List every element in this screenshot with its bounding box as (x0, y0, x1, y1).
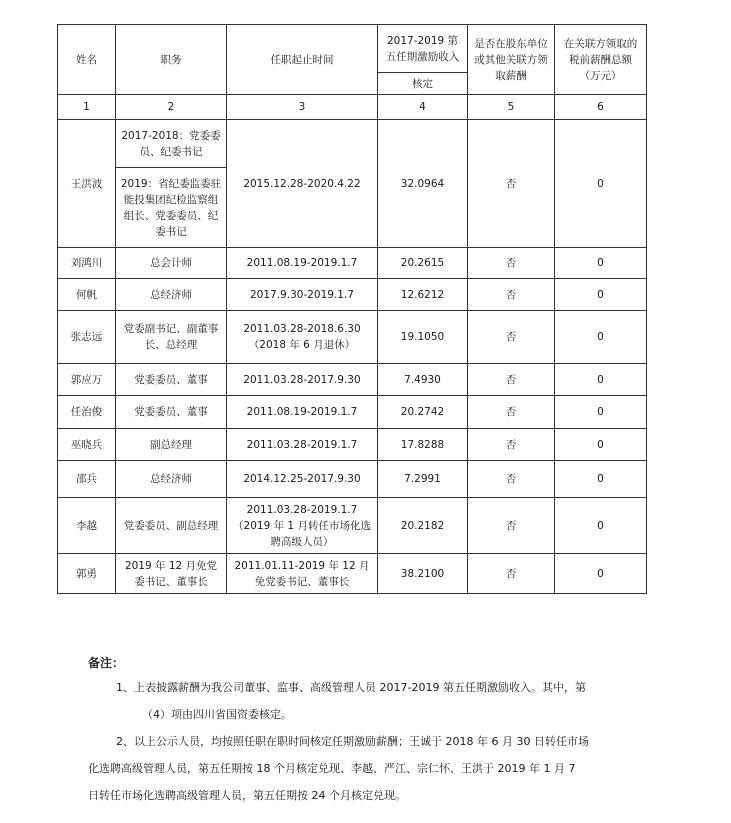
position-cell: 2019 年 12 月免党委书记、董事长 (116, 554, 227, 594)
related-cell: 否 (468, 554, 555, 594)
related-pay-cell: 0 (555, 364, 647, 396)
person-name: 王洪波 (58, 120, 116, 248)
income-cell: 12.6212 (378, 279, 468, 311)
related-cell: 否 (468, 279, 555, 311)
income-cell: 20.2615 (378, 248, 468, 279)
header-row (58, 25, 647, 73)
table-row (58, 396, 647, 429)
person-name: 李越 (58, 498, 116, 554)
income-cell: 19.1050 (378, 311, 468, 364)
person-name: 张志远 (58, 311, 116, 364)
header-name: 姓名 (58, 25, 116, 95)
term-cell: 2017.9.30-2019.1.7 (227, 279, 378, 311)
note-line: 化选聘高级管理人员，第五任期按 18 个月核定兑现、李越、严江、宗仁怀、王洪于 2019 年 1 月 7 (88, 762, 576, 775)
index-cell: 3 (227, 95, 378, 120)
related-pay-cell: 0 (555, 396, 647, 429)
related-pay-cell: 0 (555, 120, 647, 248)
position-cell: 总会计师 (116, 248, 227, 279)
header-related-pay: 在关联方领取的税前薪酬总额（万元） (555, 25, 647, 95)
table-row (58, 554, 647, 594)
header-income-approved: 核定 (378, 73, 468, 95)
income-cell: 20.2182 (378, 498, 468, 554)
term-cell: 2015.12.28-2020.4.22 (227, 120, 378, 248)
related-cell: 否 (468, 429, 555, 461)
income-cell: 7.4930 (378, 364, 468, 396)
table-row (58, 364, 647, 396)
related-pay-cell: 0 (555, 429, 647, 461)
related-pay-cell: 0 (555, 498, 647, 554)
related-cell: 否 (468, 396, 555, 429)
table-row (58, 120, 647, 168)
person-name: 郭勇 (58, 554, 116, 594)
related-cell: 否 (468, 461, 555, 498)
index-cell: 6 (555, 95, 647, 120)
related-cell: 否 (468, 498, 555, 554)
position-cell: 2019：省纪委监委驻能投集团纪检监察组组长、党委委员、纪委书记 (116, 168, 227, 248)
note-line: （4）项由四川省国资委核定。 (142, 708, 292, 721)
index-cell: 5 (468, 95, 555, 120)
income-cell: 7.2991 (378, 461, 468, 498)
related-pay-cell: 0 (555, 554, 647, 594)
term-cell (227, 498, 378, 554)
person-name: 巫晓兵 (58, 429, 116, 461)
note-line: 2、以上公示人员，均按照任职在职时间核定任期激励薪酬；王诚于 2018 年 6 月 30 日转任市场 (116, 735, 589, 748)
index-cell: 2 (116, 95, 227, 120)
position-cell: 党委委员、董事 (116, 364, 227, 396)
term-note: （2019 年 1 月转任市场化选聘高级人员） (233, 519, 371, 548)
term-cell: 2011.08.19-2019.1.7 (227, 396, 378, 429)
position-cell: 总经济师 (116, 461, 227, 498)
header-term: 任职起止时间 (227, 25, 378, 95)
related-cell: 否 (468, 248, 555, 279)
table-row (58, 498, 647, 554)
position-cell: 党委委员、副总经理 (116, 498, 227, 554)
term-cell: 2011.03.28-2017.9.30 (227, 364, 378, 396)
related-pay-cell: 0 (555, 461, 647, 498)
position-cell: 总经济师 (116, 279, 227, 311)
term-range: 2011.03.28-2019.1.7 (246, 503, 358, 516)
note-line: 日转任市场化选聘高级管理人员，第五任期按 24 个月核定兑现。 (88, 789, 406, 802)
term-cell: 2014.12.25-2017.9.30 (227, 461, 378, 498)
index-cell: 1 (58, 95, 116, 120)
income-cell: 20.2742 (378, 396, 468, 429)
income-cell: 17.8288 (378, 429, 468, 461)
person-name: 郭应万 (58, 364, 116, 396)
person-name: 何帆 (58, 279, 116, 311)
term-cell: 2011.03.28-2019.1.7 (227, 429, 378, 461)
term-range: 2011.03.28-2018.6.30 (243, 323, 361, 335)
header-position: 职务 (116, 25, 227, 95)
header-related-unit: 是否在股东单位或其他关联方领取薪酬 (468, 25, 555, 95)
position-cell: 副总经理 (116, 429, 227, 461)
related-cell: 否 (468, 120, 555, 248)
term-cell: 2011.01.11-2019 年 12 月免党委书记、董事长 (227, 554, 378, 594)
position-cell: 2017-2018：党委委员、纪委书记 (116, 120, 227, 168)
related-cell: 否 (468, 311, 555, 364)
compensation-table (57, 24, 647, 594)
person-name: 刘鸿川 (58, 248, 116, 279)
table-row (58, 429, 647, 461)
header-income: 2017-2019 第五任期激励收入 (378, 25, 468, 73)
table-row (58, 248, 647, 279)
notes-title: 备注： (88, 656, 125, 670)
income-cell: 38.2100 (378, 554, 468, 594)
related-pay-cell: 0 (555, 248, 647, 279)
table-row (58, 461, 647, 498)
index-cell: 4 (378, 95, 468, 120)
table-row (58, 311, 647, 364)
position-cell: 党委委员、董事 (116, 396, 227, 429)
related-pay-cell: 0 (555, 279, 647, 311)
position-cell: 党委副书记、副董事长、总经理 (116, 311, 227, 364)
term-note: （2018 年 6 月退休） (248, 339, 356, 351)
related-pay-cell: 0 (555, 311, 647, 364)
term-cell: 2011.08.19-2019.1.7 (227, 248, 378, 279)
index-row (58, 95, 647, 120)
related-cell: 否 (468, 364, 555, 396)
income-cell: 32.0964 (378, 120, 468, 248)
person-name: 任治俊 (58, 396, 116, 429)
term-cell (227, 311, 378, 364)
note-line: 1、上表披露薪酬为我公司董事、监事、高级管理人员 2017-2019 第五任期激励收入。其中，第 (116, 681, 586, 694)
notes-section (88, 650, 663, 809)
person-name: 邵兵 (58, 461, 116, 498)
table-row (58, 279, 647, 311)
